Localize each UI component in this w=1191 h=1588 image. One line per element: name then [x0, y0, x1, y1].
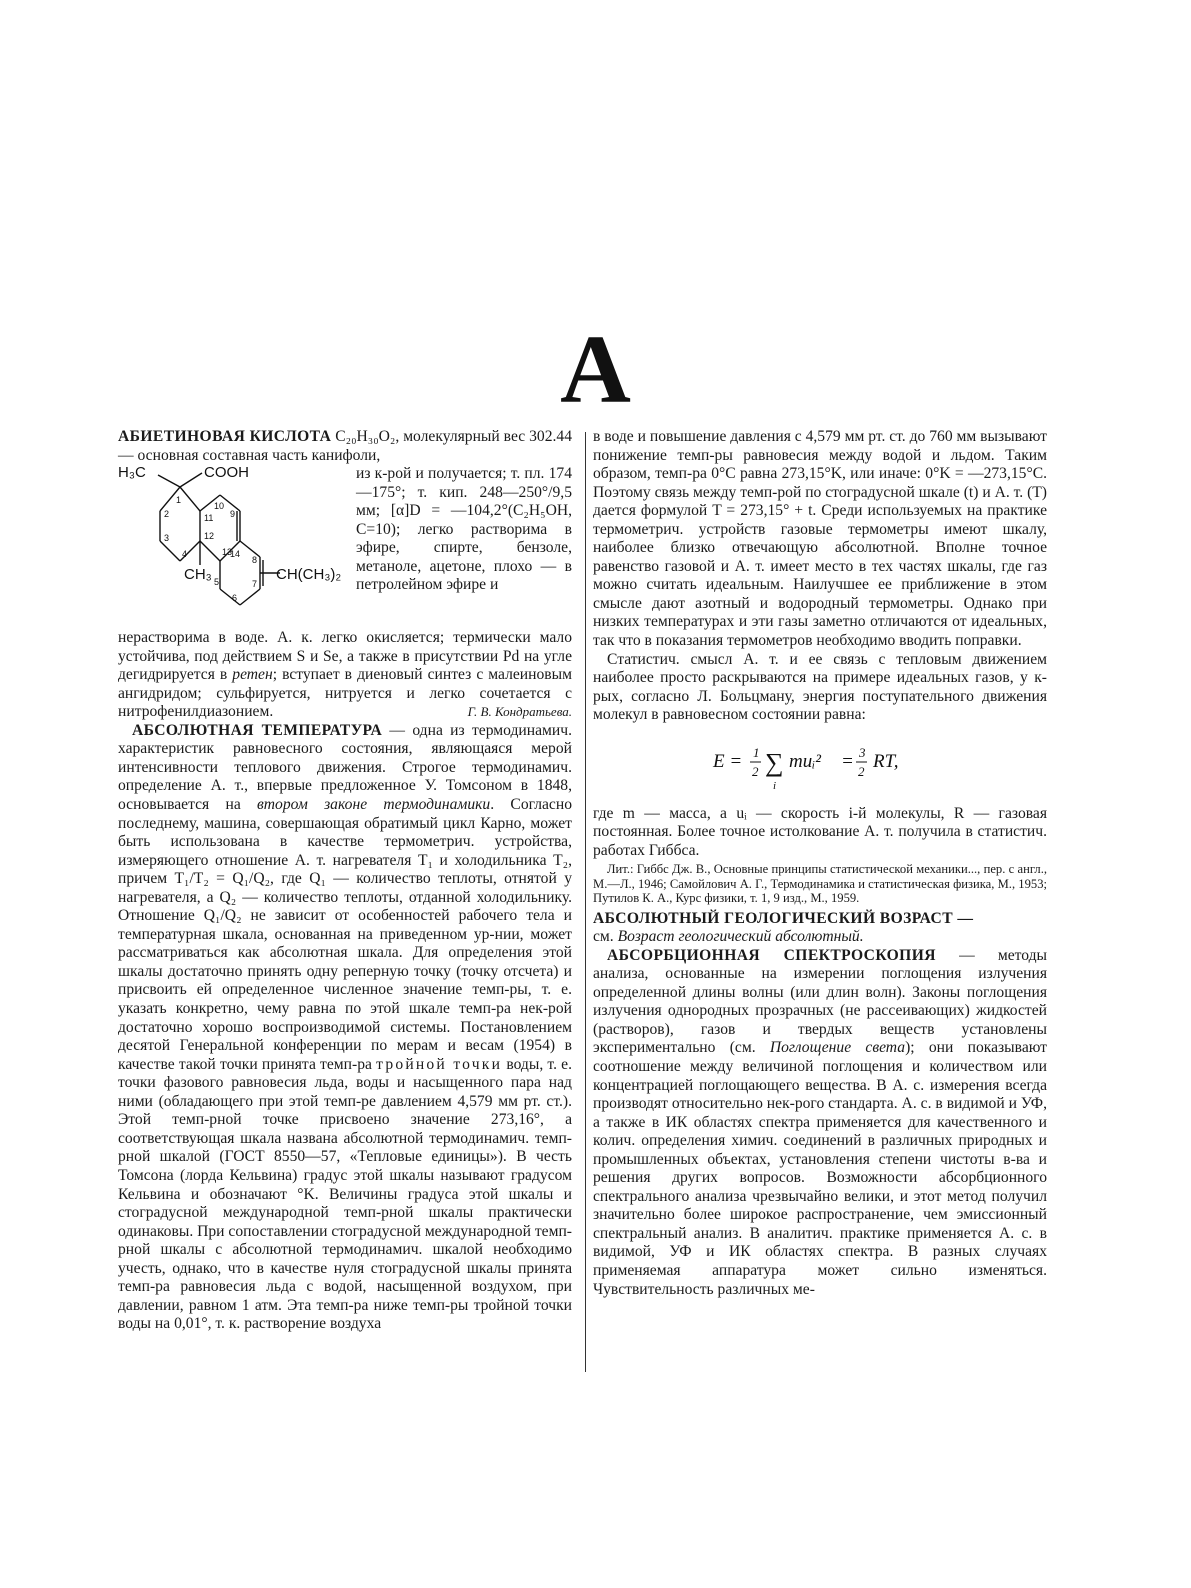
atom-number-11: 11 — [204, 513, 214, 524]
literature-references: Лит.: Гиббс Дж. В., Основные принципы статистической механики..., пер. с англ., М.—Л., 1946; Самойлович А. Г., Термодинамика и статистическая физика, М., 1953; Путилов К. А., Курс физики, т. 1, 9 изд., М., 1959. — [593, 862, 1047, 906]
entry-geologic-age: АБСОЛЮТНЫЙ ГЕОЛОГИЧЕСКИЙ ВОЗРАСТ — см. Возраст геологический абсолютный. — [593, 909, 974, 946]
triple-point-term: тройной точки — [376, 1055, 503, 1073]
atom-number-8: 8 — [252, 555, 258, 566]
formula-half-num: 1 — [753, 744, 760, 760]
entry-absorption-spectroscopy: АБСОРБЦИОННАЯ СПЕКТРОСКОПИЯ — методы анализа, основанные на измерении поглощения излучения определенной длины волны (или длин волн). Законы поглощения излучения однородных прозрачных (не рассеивающих) жидкостей (растворов), газов и твердых веществ установлены экспериментально (см. Поглощение света); они показывают соотношение между величиной поглощения и количеством или концентрацией поглощающего вещества. В А. с. измерения всегда производят относительно нек-рого стандарта. А. с. в видимой и УФ, а также в ИК областях спектра применяется для качественного и колич. определения химич. соединений в различных природных и промышленных объектах, установления степени чистоты в-ва и решения других вопросов. Возможности абсорбционного спектрального анализа чрезвычайно велики, и этот метод получил значительно более широкое распространение, чем эмиссионный спектральный анализ. В аналитич. практике применяется А. с. в видимой, УФ и ИК областях спектра. В разных случаях применяемая аппаратура может сильно изменяться. Чувствительность различных ме- — [593, 946, 1047, 1298]
column-rule — [585, 432, 586, 1372]
abietic-acid-structure — [118, 465, 354, 629]
left-column — [118, 428, 572, 1334]
ch3-label: CH₃ — [184, 566, 212, 584]
abietic-structure-block — [118, 465, 572, 629]
abietic-chemistry: нерастворима в воде. А. к. легко окисляется; термически мало устойчива, под действием S и Se, а также в присутствии Pd на угле дегидрируется в ретен; вступает в диеновый синтез с малеиновым ангидридом; сульфируется, нитруется и легко сочетается с нитрофенилдиазонием. Г. В. Кондратьева. — [118, 629, 572, 721]
boltzmann-formula — [593, 731, 1047, 795]
right-column — [593, 428, 1047, 1299]
atom-number-6: 6 — [232, 593, 238, 604]
formula-explanation: где m — масса, а uᵢ — скорость i-й молекулы, R — газовая постоянная. Более точное истолкование А. т. получила в статистич. работах Гиббса. — [593, 804, 1047, 859]
formula-lhs: E = — [713, 750, 743, 772]
atom-number-2: 2 — [164, 509, 170, 520]
atom-number-1: 1 — [176, 495, 182, 506]
statistical-meaning: Статистич. смысл А. т. и ее связь с тепловым движением наиболее просто раскрываются на примере идеальных газов, у к-рых, согласно Л. Больцману, энергия поступательного движения молекул в равновесном состоянии равна: — [593, 650, 1047, 724]
atom-number-3: 3 — [164, 533, 170, 544]
abietic-formula: C₂₀H₃₀O₂ — [335, 428, 396, 445]
atom-number-14: 14 — [230, 549, 241, 560]
h3c-label: H₃C — [118, 465, 146, 482]
atom-number-10: 10 — [214, 501, 225, 512]
atom-number-9: 9 — [230, 509, 236, 520]
formula-sum: ∑ — [765, 747, 784, 777]
entry-absolute-temperature: АБСОЛЮТНАЯ ТЕМПЕРАТУРА — одна из термодинамич. характеристик равновесного состояния, являющаяся мерой интенсивности теплового движения. Строгое термодинамич. определение А. т., впервые предложенное У. Томсоном в 1848, основывается на втором законе термодинамики. Согласно последнему, машина, совершающая обратимый цикл Карно, может быть использована в качестве термометрич. устройства, измеряющего отношение А. т. нагревателя T₁ и холодильника T₂, причем T₁/T₂ = Q₁/Q₂, где Q₁ — количество теплоты, отнятой у нагревателя, а Q₂ — количество теплоты, отданной холодильнику. Отношение Q₁/Q₂ не зависит от особенностей рабочего тела и температурная шкала, основанная на приведенном ур-нии, может рассматриваться как абсолютная шкала. Для определения этой шкалы достаточно принять одну реперную точку (точку отсчета) и присвоить ей определенное численное значение темп-ры, т. е. указать конкретно, чему равна по этой шкале темп-ра нек-рой достаточно хорошо воспроизводимой системы. Постановлением десятой Генеральной конференции по мерам и весам (1954) в качестве такой точки принята темп-ра тройной точки воды, т. е. точки фазового равновесия льда, воды и насыщенного пара над ними (обладающего при этой темп-ре давлением 4,579 мм рт. ст.). Этой темп-рной точке присвоено значение 273,16°, а соответствующая шкала названа абсолютной термодинамич. темп-рной шкалой (ГОСТ 8550—57, «Тепловые единицы»). В честь Томсона (лорда Кельвина) градус этой шкалы называют градусом Кельвина и обозначают °K. Величины градуса этой шкалы и стоградусной международной темп-рной шкалы практически одинаковы. При сопоставлении стоградусной международной темп-рной шкалы с абсолютной термодинамич. шкалой необходимо учесть, однако, что в качестве нуля стоградусной шкалы принята темп-ра равновесия льда с водой, насыщенной воздухом, при давлении, равном 1 атм. Эта темп-ра ниже темп-ры тройной точки воды на 0,01°, т. к. растворение воздуха — [118, 721, 572, 1333]
temperature-continuation: в воде и повышение давления с 4,579 мм рт. ст. до 760 мм вызывают понижение темп-ры равновесия между водой и льдом. Таким образом, темп-ра 0°C равна 273,15°K, или иначе: 0°K = —273,15°C. Поэтому связь между темп-рой по стоградусной шкале (t) и А. т. (T) дается формулой T = 273,15° + t. Среди используемых на практике термометрич. устройств газовые термометры имеют шкалу, наиболее близко отвечающую абсолютной. Вполне точное равенство газовой и А. т. имеет место в тех частях шкалы, где газ можно считать идеальным. Наилучшее ее приближение в этом смысле дают азотный и водородный термометры. Однако при низких температурах и эти газы заметно отличаются от идеальных, так что в показания термометров необходимо вводить поправки. — [593, 428, 1047, 650]
headword-absolute-temperature: АБСОЛЮТНАЯ ТЕМПЕРАТУРА — [132, 721, 383, 739]
formula-half-den: 2 — [752, 763, 759, 779]
abietic-properties: из к-рой и получается; т. пл. 174—175°; т. кип. 248—250°/9,5 мм; [α]D = —104,2°(C₂H₅OH, C=10); легко растворима в эфире, спирте, бензоле, метаноле, ацетоне, плохо — в петролейном эфире и — [356, 465, 572, 594]
entry-abietic-acid-intro: АБИЕТИНОВАЯ КИСЛОТА C₂₀H₃₀O₂, молекулярный вес 302.44 — основная составная часть канифоли, — [118, 428, 572, 464]
formula-frac-num: 3 — [859, 744, 866, 760]
formula-eq2: = — [841, 750, 854, 772]
headword-geologic-age: АБСОЛЮТНЫЙ ГЕОЛОГИЧЕСКИЙ ВОЗРАСТ — — [593, 909, 974, 927]
formula-rhs: RT, — [873, 750, 899, 772]
formula-sum-index: i — [773, 779, 777, 792]
author-signature: Г. В. Кондратьева. — [467, 704, 572, 720]
geologic-age-crossref: Возраст геологический абсолютный. — [617, 928, 864, 946]
formula-frac-den: 2 — [858, 763, 865, 779]
atom-number-13: 13 — [222, 547, 233, 558]
atom-number-12: 12 — [204, 531, 215, 542]
atom-number-7: 7 — [252, 579, 258, 590]
isopropyl-label: CH(CH₃)₂ — [276, 566, 342, 584]
headword-absorption-spectroscopy: АБСОРБЦИОННАЯ СПЕКТРОСКОПИЯ — [607, 946, 936, 964]
second-law-crossref: втором законе термодинамики — [257, 796, 491, 814]
retene-crossref: ретен — [232, 666, 273, 684]
light-absorption-crossref: Поглощение света — [769, 1039, 906, 1057]
formula-svg — [593, 731, 1047, 795]
cooh-label: COOH — [204, 465, 249, 482]
section-letter: А — [560, 316, 631, 424]
formula-term: muᵢ² — [789, 750, 821, 772]
atom-number-5: 5 — [214, 577, 220, 588]
atom-number-4: 4 — [182, 549, 188, 560]
headword-abietic-acid: АБИЕТИНОВАЯ КИСЛОТА — [118, 428, 332, 445]
